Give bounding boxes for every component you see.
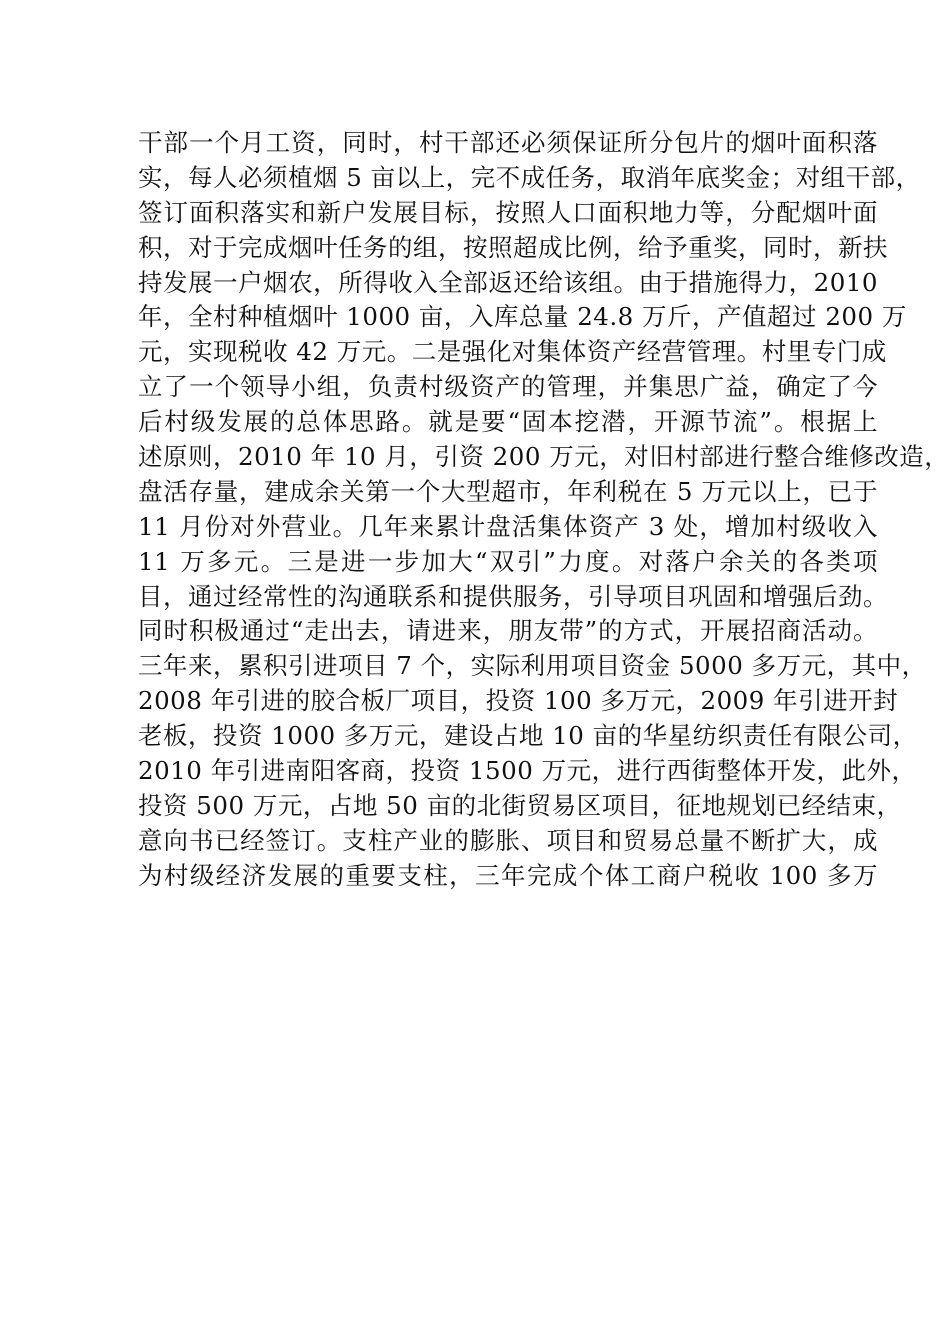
text-line: 意向书已经签订。支柱产业的膨胀、项目和贸易总量不断扩大，成 bbox=[138, 825, 878, 855]
text-line: 积，对于完成烟叶任务的组，按照超成比例，给予重奖，同时，新扶 bbox=[138, 232, 888, 262]
text-line: 持发展一户烟农，所得收入全部返还给该组。由于措施得力，2010 bbox=[138, 267, 878, 297]
text-line: 投资 500 万元，占地 50 亩的北街贸易区项目，征地规划已经结束， bbox=[138, 790, 902, 820]
text-line: 为村级经济发展的重要支柱，三年完成个体工商户税收 100 多万 bbox=[138, 860, 878, 890]
text-line: 11 月份对外营业。几年来累计盘活集体资产 3 处，增加村级收入 bbox=[138, 511, 878, 541]
text-line: 同时积极通过“走出去，请进来，朋友带”的方式，开展招商活动。 bbox=[138, 616, 878, 646]
text-line: 元，实现税收 42 万元。二是强化对集体资产经营管理。村里专门成 bbox=[138, 337, 887, 367]
text-line: 三年来，累积引进项目 7 个，实际利用项目资金 5000 多万元，其中， bbox=[138, 651, 927, 681]
text-line: 2010 年引进南阳客商，投资 1500 万元，进行西街整体开发，此外， bbox=[138, 756, 917, 786]
text-line: 年，全村种植烟叶 1000 亩，入库总量 24.8 万斤，产值超过 200 万 bbox=[138, 302, 907, 332]
text-line: 盘活存量，建成余关第一个大型超市，年利税在 5 万元以上，已于 bbox=[138, 476, 878, 506]
text-line: 实，每人必须植烟 5 亩以上，完不成任务，取消年底奖金；对组干部， bbox=[138, 162, 921, 192]
text-line: 后村级发展的总体思路。就是要“固本挖潜，开源节流”。根据上 bbox=[138, 407, 878, 437]
text-line: 目，通过经常性的沟通联系和提供服务，引导项目巩固和增强后劲。 bbox=[138, 581, 888, 611]
text-line: 立了一个领导小组，负责村级资产的管理，并集思广益，确定了今 bbox=[138, 372, 878, 402]
text-line: 干部一个月工资，同时，村干部还必须保证所分包片的烟叶面积落 bbox=[138, 128, 878, 157]
text-line: 2008 年引进的胶合板厂项目，投资 100 多万元，2009 年引进开封 bbox=[138, 686, 899, 716]
text-line: 述原则，2010 年 10 月，引资 200 万元，对旧村部进行整合维修改造， bbox=[138, 442, 950, 472]
body-paragraph bbox=[138, 126, 950, 894]
text-line: 11 万多元。三是进一步加大“双引”力度。对落户余关的各类项 bbox=[138, 546, 878, 576]
text-line: 老板，投资 1000 多万元，建设占地 10 亩的华星纺织责任有限公司， bbox=[138, 721, 918, 751]
text-line: 签订面积落实和新户发展目标，按照人口面积地力等，分配烟叶面 bbox=[138, 197, 878, 227]
